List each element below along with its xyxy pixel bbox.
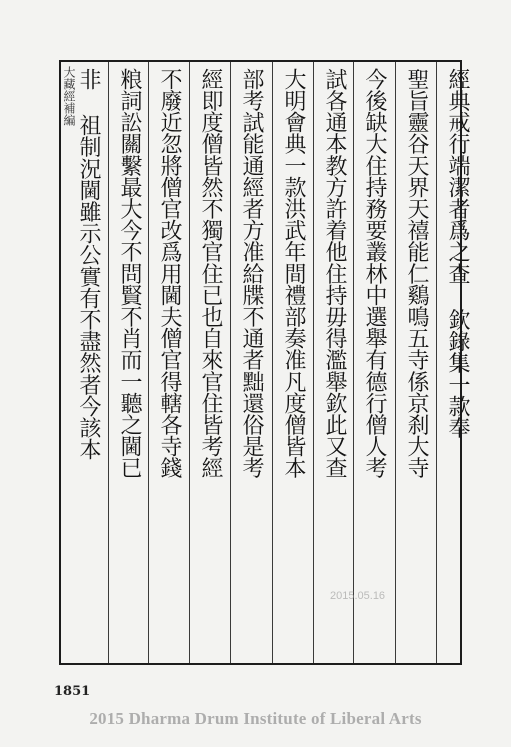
text-column-10: 非 祖制況閫雖示公實有不盡然者今該本 [76, 68, 101, 460]
text-column-5: 大明會典一款洪武年間禮部奏准凡度僧皆本 [281, 68, 306, 479]
page-number: 1851 [54, 684, 91, 699]
text-column-9: 粮詞訟關繫最大今不問賢不肖而一聽之閫已 [117, 68, 142, 479]
text-column-6: 部考試能通經者方准給牒不通者黜還俗是考 [239, 68, 264, 479]
text-column-4: 試各通本教方許着他住持毋得濫舉欽此又查 [322, 68, 347, 479]
text-column-2: 聖旨靈谷天界天禧能仁鷄鳴五寺係京刹大寺 [404, 68, 429, 479]
text-column-8: 不廢近忽將僧官改爲用閫夫僧官得轄各寺錢 [157, 68, 182, 479]
date-watermark: 2015.05.16 [330, 590, 386, 602]
margin-title: 大藏經補編 [62, 66, 76, 126]
text-column-7: 經即度僧皆然不獨官住已也自來官住皆考經 [198, 68, 223, 479]
institution-watermark: 2015 Dharma Drum Institute of Liberal Arts [89, 709, 422, 728]
text-column-1: 經典戒行端潔者爲之查 欽錄集一款奉 [445, 68, 470, 439]
text-column-3: 今後缺大住持務要叢林中選舉有德行僧人考 [362, 68, 387, 479]
